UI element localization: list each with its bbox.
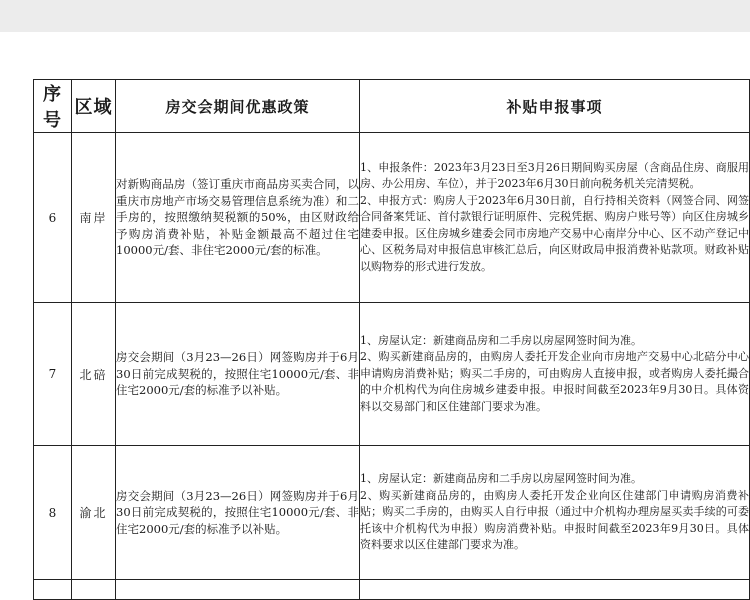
header-serial: 序号 xyxy=(34,80,72,133)
table-row xyxy=(34,303,750,446)
report-item: 2、申报方式：购房人于2023年6月30日前，自行持相关资料（网签合同、网签合同备案凭证、首付款银行证明原件、完税凭据、购房户账号等）向区住房城乡建委申报。区住房城乡建委会同市房地产交易中心南岸分中心、区不动产登记中心、区税务局对申报信息审核汇总后，向区财政局申报消费补贴款项。财政补贴以购物券的形式进行发放。 xyxy=(360,193,749,273)
row-policy: 对新购商品房（签订重庆市商品房买卖合同，以重庆市房地产市场交易管理信息系统为准）和二手房的，按照缴纳契税额的50%，由区财政给予购房消费补贴，补贴金额最高不超过住宅10000元/套、非住宅2000元/套的标准。 xyxy=(116,133,360,303)
table-row xyxy=(34,133,750,303)
row-area: 北碚 xyxy=(72,303,116,446)
header-report: 补贴申报事项 xyxy=(360,80,750,133)
table-row xyxy=(34,446,750,580)
row-number: 7 xyxy=(34,303,72,446)
row-policy: 房交会期间（3月23—26日）网签购房并于6月30日前完成契税的，按照住宅10000元/套、非住宅2000元/套的标准予以补贴。 xyxy=(116,303,360,446)
row-report xyxy=(360,133,750,303)
row-report xyxy=(360,446,750,580)
top-gray-band xyxy=(0,0,750,32)
report-item: 1、房屋认定：新建商品房和二手房以房屋网签时间为准。 xyxy=(360,333,642,347)
report-item: 2、购买新建商品房的，由购房人委托开发企业向市房地产交易中心北碚分中心申请购房消费补贴；购买二手房的，可由购房人直接申报，或者购房人委托撮合的中介机构代为向住房城乡建委申报。申报时间截至2023年9月30日。具体资料以交易部门和区住建部门要求为准。 xyxy=(360,350,749,413)
policy-table xyxy=(33,79,750,600)
cut-off-row xyxy=(34,580,750,600)
row-area: 南岸 xyxy=(72,133,116,303)
report-item: 1、房屋认定：新建商品房和二手房以房屋网签时间为准。 xyxy=(360,472,642,486)
report-item: 1、申报条件：2023年3月23日至3月26日期间购买房屋（含商品住房、商服用房、办公用房、车位），并于2023年6月30日前向税务机关完清契税。 xyxy=(360,161,749,191)
header-policy: 房交会期间优惠政策 xyxy=(116,80,360,133)
header-row xyxy=(34,80,750,133)
row-number: 6 xyxy=(34,133,72,303)
row-area: 渝北 xyxy=(72,446,116,580)
header-area: 区域 xyxy=(72,80,116,133)
row-number: 8 xyxy=(34,446,72,580)
row-policy: 房交会期间（3月23—26日）网签购房并于6月30日前完成契税的，按照住宅10000元/套、非住宅2000元/套的标准予以补贴。 xyxy=(116,446,360,580)
row-report xyxy=(360,303,750,446)
report-item: 2、购买新建商品房的，由购房人委托开发企业向区住建部门申请购房消费补贴；购买二手房的，由购买人自行申报（通过中介机构办理房屋买卖手续的可委托该中介机构代为申报）购房消费补贴。申报时间截至2023年9月30日。具体资料要求以区住建部门要求为准。 xyxy=(360,488,749,552)
